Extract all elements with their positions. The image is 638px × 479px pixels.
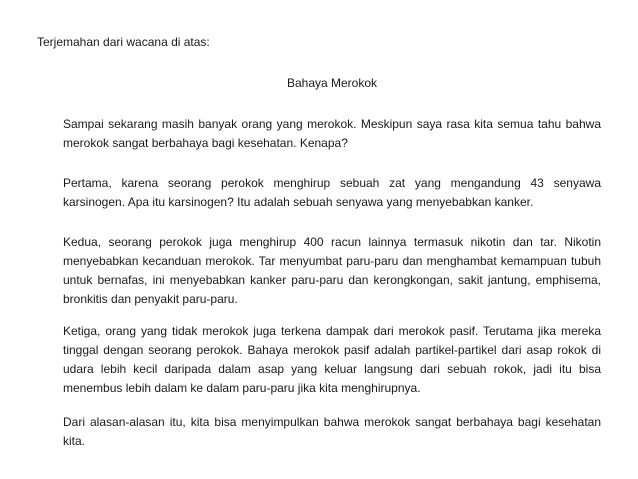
paragraph-conclusion: Dari alasan-alasan itu, kita bisa menyimpulkan bahwa merokok sangat berbahaya bagi kesehatan kita.: [63, 415, 601, 448]
intro-text: Terjemahan dari wacana di atas:: [37, 35, 210, 49]
paragraph-third-reason: Ketiga, orang yang tidak merokok juga terkena dampak dari merokok pasif. Terutama jika mereka tinggal dengan seorang perokok. Bahaya merokok pasif adalah partikel-partikel dari asap rokok di udara lebih kecil daripada dalam asap yang keluar langsung dari sebuah rokok, jadi itu bisa menembus lebih dalam ke dalam paru-paru jika kita menghirupnya.: [63, 324, 601, 395]
paragraph-first-reason: Pertama, karena seorang perokok menghirup sebuah zat yang mengandung 43 senyawa karsinogen. Apa itu karsinogen? Itu adalah sebuah senyawa yang menyebabkan kanker.: [63, 176, 601, 209]
document-title: Bahaya Merokok: [286, 76, 378, 90]
paragraph-second-reason: Kedua, seorang perokok juga menghirup 400 racun lainnya termasuk nikotin dan tar. Nikotin menyebabkan kecanduan merokok. Tar menyumbat paru-paru dan menghambat kemampuan tubuh untuk bernafas, ini menyebabkan kanker paru-paru dan kerongkongan, sakit jantung, emphisema, bronkitis dan penyakit paru-paru.: [63, 235, 601, 306]
paragraph-introduction: Sampai sekarang masih banyak orang yang merokok. Meskipun saya rasa kita semua tahu bahwa merokok sangat berbahaya bagi kesehatan. Kenapa?: [63, 117, 601, 150]
